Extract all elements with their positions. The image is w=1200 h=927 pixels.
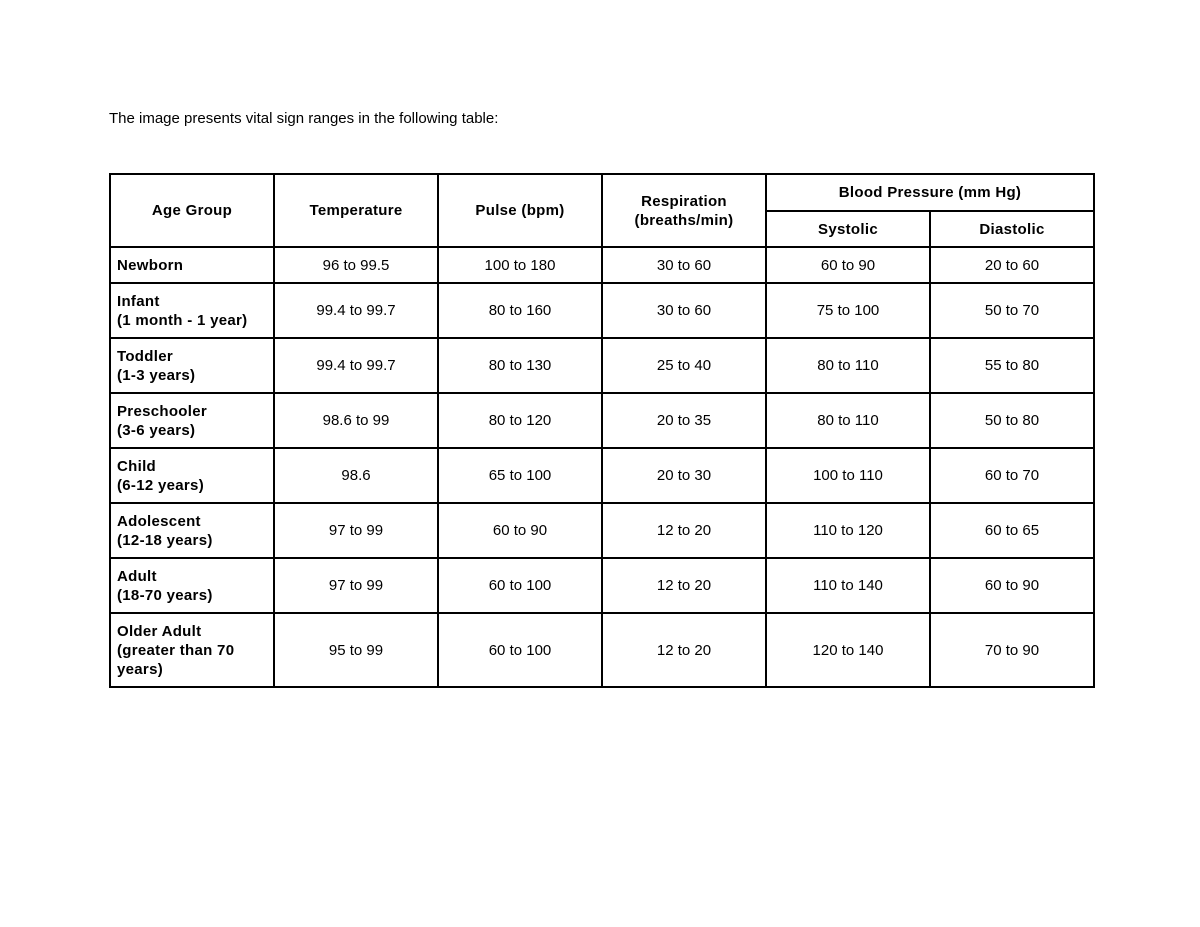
cell-systolic: 80 to 110 [766, 338, 930, 393]
cell-age-group [110, 613, 274, 687]
cell-diastolic: 50 to 70 [930, 283, 1094, 338]
cell-temperature: 97 to 99 [274, 558, 438, 613]
cell-age-group [110, 448, 274, 503]
table-row [110, 247, 1094, 283]
table-row [110, 283, 1094, 338]
cell-pulse: 80 to 160 [438, 283, 602, 338]
cell-age-group [110, 503, 274, 558]
age-group-line: Child [117, 457, 156, 475]
cell-respiration: 20 to 30 [602, 448, 766, 503]
age-group-line: years) [117, 660, 164, 678]
table-row [110, 558, 1094, 613]
header-row-top [110, 174, 1094, 211]
header-diastolic: Diastolic [930, 211, 1094, 247]
header-systolic: Systolic [766, 211, 930, 247]
cell-diastolic: 60 to 65 [930, 503, 1094, 558]
table-row [110, 338, 1094, 393]
cell-respiration: 30 to 60 [602, 247, 766, 283]
cell-systolic: 80 to 110 [766, 393, 930, 448]
age-group-line: Older Adult [117, 622, 202, 640]
cell-temperature: 98.6 to 99 [274, 393, 438, 448]
cell-temperature: 97 to 99 [274, 503, 438, 558]
cell-pulse: 60 to 90 [438, 503, 602, 558]
age-group-line: (greater than 70 [117, 641, 235, 659]
cell-systolic: 120 to 140 [766, 613, 930, 687]
table-row [110, 503, 1094, 558]
cell-systolic: 60 to 90 [766, 247, 930, 283]
age-group-line: (1-3 years) [117, 366, 196, 384]
cell-systolic: 110 to 120 [766, 503, 930, 558]
cell-age-group [110, 393, 274, 448]
cell-systolic: 100 to 110 [766, 448, 930, 503]
header-age-group: Age Group [110, 174, 274, 247]
cell-respiration: 12 to 20 [602, 613, 766, 687]
cell-diastolic: 60 to 90 [930, 558, 1094, 613]
cell-temperature: 99.4 to 99.7 [274, 283, 438, 338]
cell-temperature: 96 to 99.5 [274, 247, 438, 283]
cell-systolic: 75 to 100 [766, 283, 930, 338]
cell-diastolic: 70 to 90 [930, 613, 1094, 687]
cell-pulse: 100 to 180 [438, 247, 602, 283]
age-group-line: Adolescent [117, 512, 201, 530]
cell-diastolic: 55 to 80 [930, 338, 1094, 393]
cell-diastolic: 20 to 60 [930, 247, 1094, 283]
table-header [110, 174, 1094, 247]
cell-age-group [110, 558, 274, 613]
cell-systolic: 110 to 140 [766, 558, 930, 613]
vital-signs-table [109, 173, 1095, 688]
cell-respiration: 12 to 20 [602, 503, 766, 558]
age-group-line: Preschooler [117, 402, 208, 420]
header-respiration [602, 174, 766, 247]
age-group-line: Toddler [117, 347, 173, 365]
cell-pulse: 80 to 130 [438, 338, 602, 393]
header-respiration-line2: (breaths/min) [634, 211, 734, 229]
cell-age-group [110, 338, 274, 393]
age-group-line: Newborn [117, 256, 184, 274]
cell-respiration: 20 to 35 [602, 393, 766, 448]
cell-temperature: 95 to 99 [274, 613, 438, 687]
cell-diastolic: 50 to 80 [930, 393, 1094, 448]
cell-pulse: 60 to 100 [438, 613, 602, 687]
cell-respiration: 30 to 60 [602, 283, 766, 338]
header-temperature: Temperature [274, 174, 438, 247]
cell-pulse: 65 to 100 [438, 448, 602, 503]
age-group-line: (1 month - 1 year) [117, 311, 248, 329]
cell-pulse: 60 to 100 [438, 558, 602, 613]
cell-temperature: 98.6 [274, 448, 438, 503]
cell-temperature: 99.4 to 99.7 [274, 338, 438, 393]
table-row [110, 613, 1094, 687]
intro-text: The image presents vital sign ranges in the following table: [109, 110, 499, 127]
cell-respiration: 25 to 40 [602, 338, 766, 393]
age-group-line: (6-12 years) [117, 476, 204, 494]
header-blood-pressure: Blood Pressure (mm Hg) [766, 174, 1094, 211]
header-respiration-line1: Respiration [641, 192, 727, 210]
cell-diastolic: 60 to 70 [930, 448, 1094, 503]
cell-age-group [110, 283, 274, 338]
age-group-line: Adult [117, 567, 157, 585]
cell-age-group [110, 247, 274, 283]
table-body [110, 247, 1094, 687]
cell-respiration: 12 to 20 [602, 558, 766, 613]
age-group-line: Infant [117, 292, 160, 310]
age-group-line: (3-6 years) [117, 421, 196, 439]
age-group-line: (18-70 years) [117, 586, 213, 604]
table-row [110, 448, 1094, 503]
header-pulse: Pulse (bpm) [438, 174, 602, 247]
age-group-line: (12-18 years) [117, 531, 213, 549]
cell-pulse: 80 to 120 [438, 393, 602, 448]
table-row [110, 393, 1094, 448]
